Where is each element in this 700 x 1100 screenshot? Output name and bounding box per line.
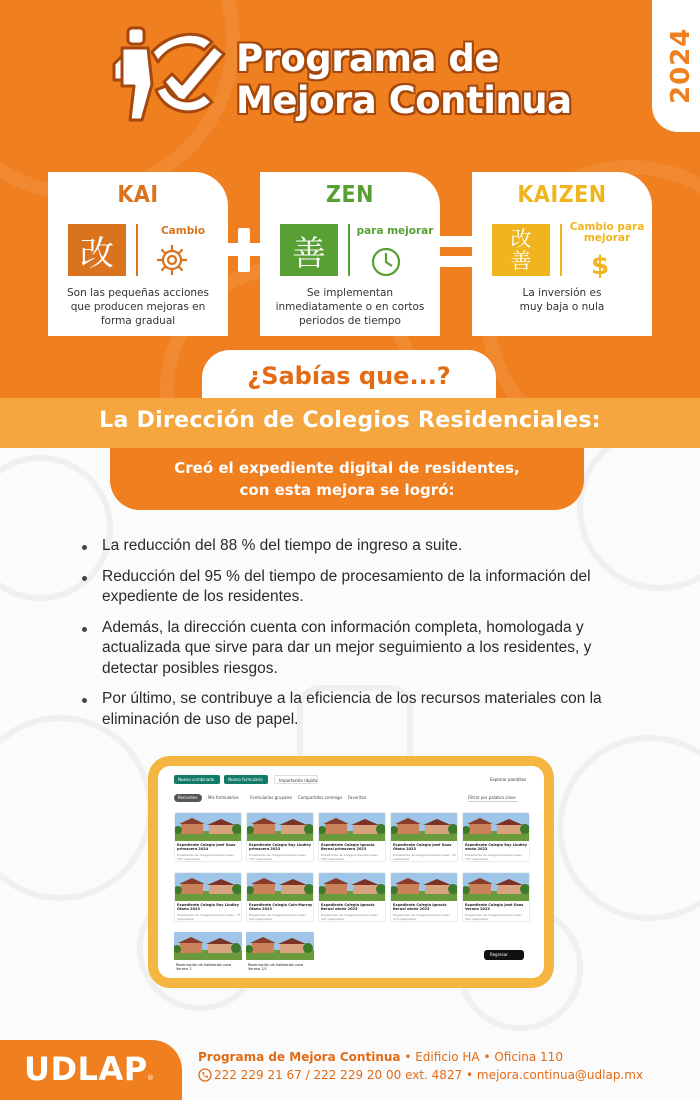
subtitle-line-2: con esta mejora se logró: (239, 481, 455, 499)
form-tile-title: Expediente Colegio Ignacio Bernal primavera 2023 (321, 843, 375, 851)
concept-title: KAIZEN (517, 182, 607, 208)
form-tile-title: Expediente Colegio José Gaos primavera 2024 (177, 843, 236, 851)
kanji-kaizen: 改善 (492, 224, 550, 276)
title-line-2: Mejora Continua (236, 79, 572, 122)
form-tile (390, 812, 458, 862)
list-item-text: Reducción del 95 % del tiempo de procesamiento de la información del expediente de los residentes. (102, 567, 591, 605)
list-item (78, 536, 638, 557)
form-tile (462, 812, 530, 862)
form-tile-meta: Expediente de Colegios Residenciales · 73 respuestas (177, 913, 241, 921)
concept-title: KAI (117, 182, 159, 208)
footer-contact-text: 222 229 21 67 / 222 229 20 00 ext. 4827 • mejora.continua@udlap.mx (214, 1068, 644, 1082)
form-tile-meta: Expediente de Colegios Residenciales · 67 respuestas (393, 853, 457, 861)
form-tile-title: Expediente Colegio José Gaos Otoño 2023 (393, 843, 452, 851)
concept-card-zen (260, 172, 440, 336)
form-tile-meta: Expediente de Colegios Residenciales · 170 respuestas (393, 913, 452, 921)
kanji-kai: 改 (68, 224, 126, 276)
form-tile (246, 872, 314, 922)
concept-label: para mejorar (356, 225, 434, 237)
footer-program-name: Programa de Mejora Continua (198, 1050, 401, 1064)
concept-card-kai (48, 172, 228, 336)
dollar-icon (582, 246, 618, 282)
form-tile-meta: Expediente de Colegios Residenciales · 150 respuestas (465, 853, 524, 861)
registered-mark: ® (147, 1074, 154, 1082)
back-badge: Regresar (484, 950, 524, 960)
subtitle-text (110, 457, 584, 501)
equals-sign-bar (434, 256, 474, 267)
list-item-text: La reducción del 88 % del tiempo de ingreso a suite. (102, 537, 463, 554)
list-item-text: Por último, se contribuye a la eficiencia de los recursos materiales con la eliminación de uso de papel. (102, 690, 602, 728)
form-tile (318, 872, 386, 922)
form-tile-meta: Expediente de Colegios Residenciales · 145 respuestas (249, 853, 308, 861)
plus-sign-bar (222, 243, 266, 256)
list-item-text: Además, la dirección cuenta con información completa, homologada y actualizada que sirve para dar un mejor seguimiento a los residentes, y detectar posibles riesgos. (102, 618, 592, 677)
kanji-zen: 善 (280, 224, 338, 276)
list-item (78, 618, 638, 680)
form-tile-title: Expediente Colegio Cain-Murray Otoño 2023 (249, 903, 313, 911)
list-item (78, 689, 638, 730)
filter-shared: Compartidos conmigo (298, 795, 342, 800)
equals-sign-icon (434, 236, 474, 247)
bullet-icon (82, 545, 87, 550)
subtitle-line-1: Creó el expediente digital de residentes, (174, 459, 520, 477)
quick-import-button: Importación rápida (274, 775, 318, 784)
concept-label: Cambio para mejorar (569, 221, 645, 244)
form-tile (174, 812, 242, 862)
year-label: 2024 (666, 27, 696, 104)
udlap-logo: UDLAP (24, 1050, 148, 1088)
footer-location: • Edificio HA • Oficina 110 (400, 1050, 563, 1064)
concept-title: ZEN (326, 182, 374, 208)
reservation-tile-title: Reservación de habitación para Verano 2/1 (248, 963, 304, 971)
form-tile-title: Expediente Colegio Ignacio Bernal otoño 2023 (321, 903, 375, 911)
bullet-icon (82, 698, 87, 703)
filter-my-forms: Mis formularios (208, 795, 239, 800)
reservation-tile (174, 932, 242, 972)
gear-icon (154, 242, 190, 278)
form-tile (174, 872, 242, 922)
bullet-icon (82, 627, 87, 632)
divider (560, 224, 562, 276)
title-line-1: Programa de (236, 37, 499, 80)
concept-card-kaizen (472, 172, 652, 336)
form-tile-meta: Expediente de Colegios Residenciales · 143 respuestas (249, 913, 308, 921)
form-tile-meta: Expediente de Colegios Residenciales · 152 respuestas (465, 913, 524, 921)
form-tile (390, 872, 458, 922)
filter-group-forms: Formularios grupales (250, 795, 293, 800)
program-title (236, 38, 572, 122)
reservation-tile (246, 932, 314, 972)
form-tile-title: Expediente Colegio Ray Lindley Otoño 2023 (177, 903, 239, 911)
footer-contact (198, 1068, 643, 1082)
question-heading: ¿Sabías que...? (247, 362, 451, 390)
band-title: La Dirección de Colegios Residenciales: (99, 408, 601, 433)
new-collection-button: Nuevo combinado (174, 775, 220, 784)
divider (136, 224, 138, 276)
forms-screenshot (158, 766, 544, 978)
clock-icon (368, 244, 404, 280)
filter-search-input: Filtrar por palabra clave (468, 794, 518, 802)
filter-recent: Recientes (174, 794, 202, 802)
form-tile-title: Expediente Colegio Ray Lindley otoño 2023 (465, 843, 527, 851)
concept-description: Se implementan inmediatamente o en cortos periodos de tiempo (275, 287, 425, 327)
new-form-button: Nuevo formulario (224, 775, 268, 784)
form-tile-meta: Expediente de Colegios Residenciales · 247 respuestas (321, 913, 380, 921)
bullet-icon (82, 576, 87, 581)
reservation-tile-title: Reservación de habitación para Verano 2 (176, 963, 232, 971)
form-tile (246, 812, 314, 862)
concept-description: Son las pequeñas acciones que producen mejoras en forma gradual (67, 287, 209, 327)
achievements-list (78, 536, 638, 740)
form-tile (318, 812, 386, 862)
form-tile-title: Expediente Colegio José Gaos Verano 2023 (465, 903, 524, 911)
form-tile-meta: Expediente de Colegios Residenciales · 287 respuestas (177, 853, 236, 861)
filter-favorites: Favoritos (348, 795, 367, 800)
explore-templates: Explorar plantillas (486, 775, 536, 784)
svg-text:$: $ (590, 251, 610, 281)
form-tile-title: Expediente Colegio Ignacio Bernal otoño 2023 (393, 903, 447, 911)
mascot-logo-icon (108, 24, 230, 124)
divider (348, 224, 350, 276)
form-tile-title: Expediente Colegio Ray Lindley primavera 2023 (249, 843, 311, 851)
footer-address (198, 1050, 563, 1064)
form-tile-meta: Expediente de Colegios Residenciales · 166 respuestas (321, 853, 380, 861)
concept-label: Cambio (160, 225, 206, 237)
concept-description: La inversión es muy baja o nula (519, 287, 605, 313)
form-tile (462, 872, 530, 922)
list-item (78, 567, 638, 608)
